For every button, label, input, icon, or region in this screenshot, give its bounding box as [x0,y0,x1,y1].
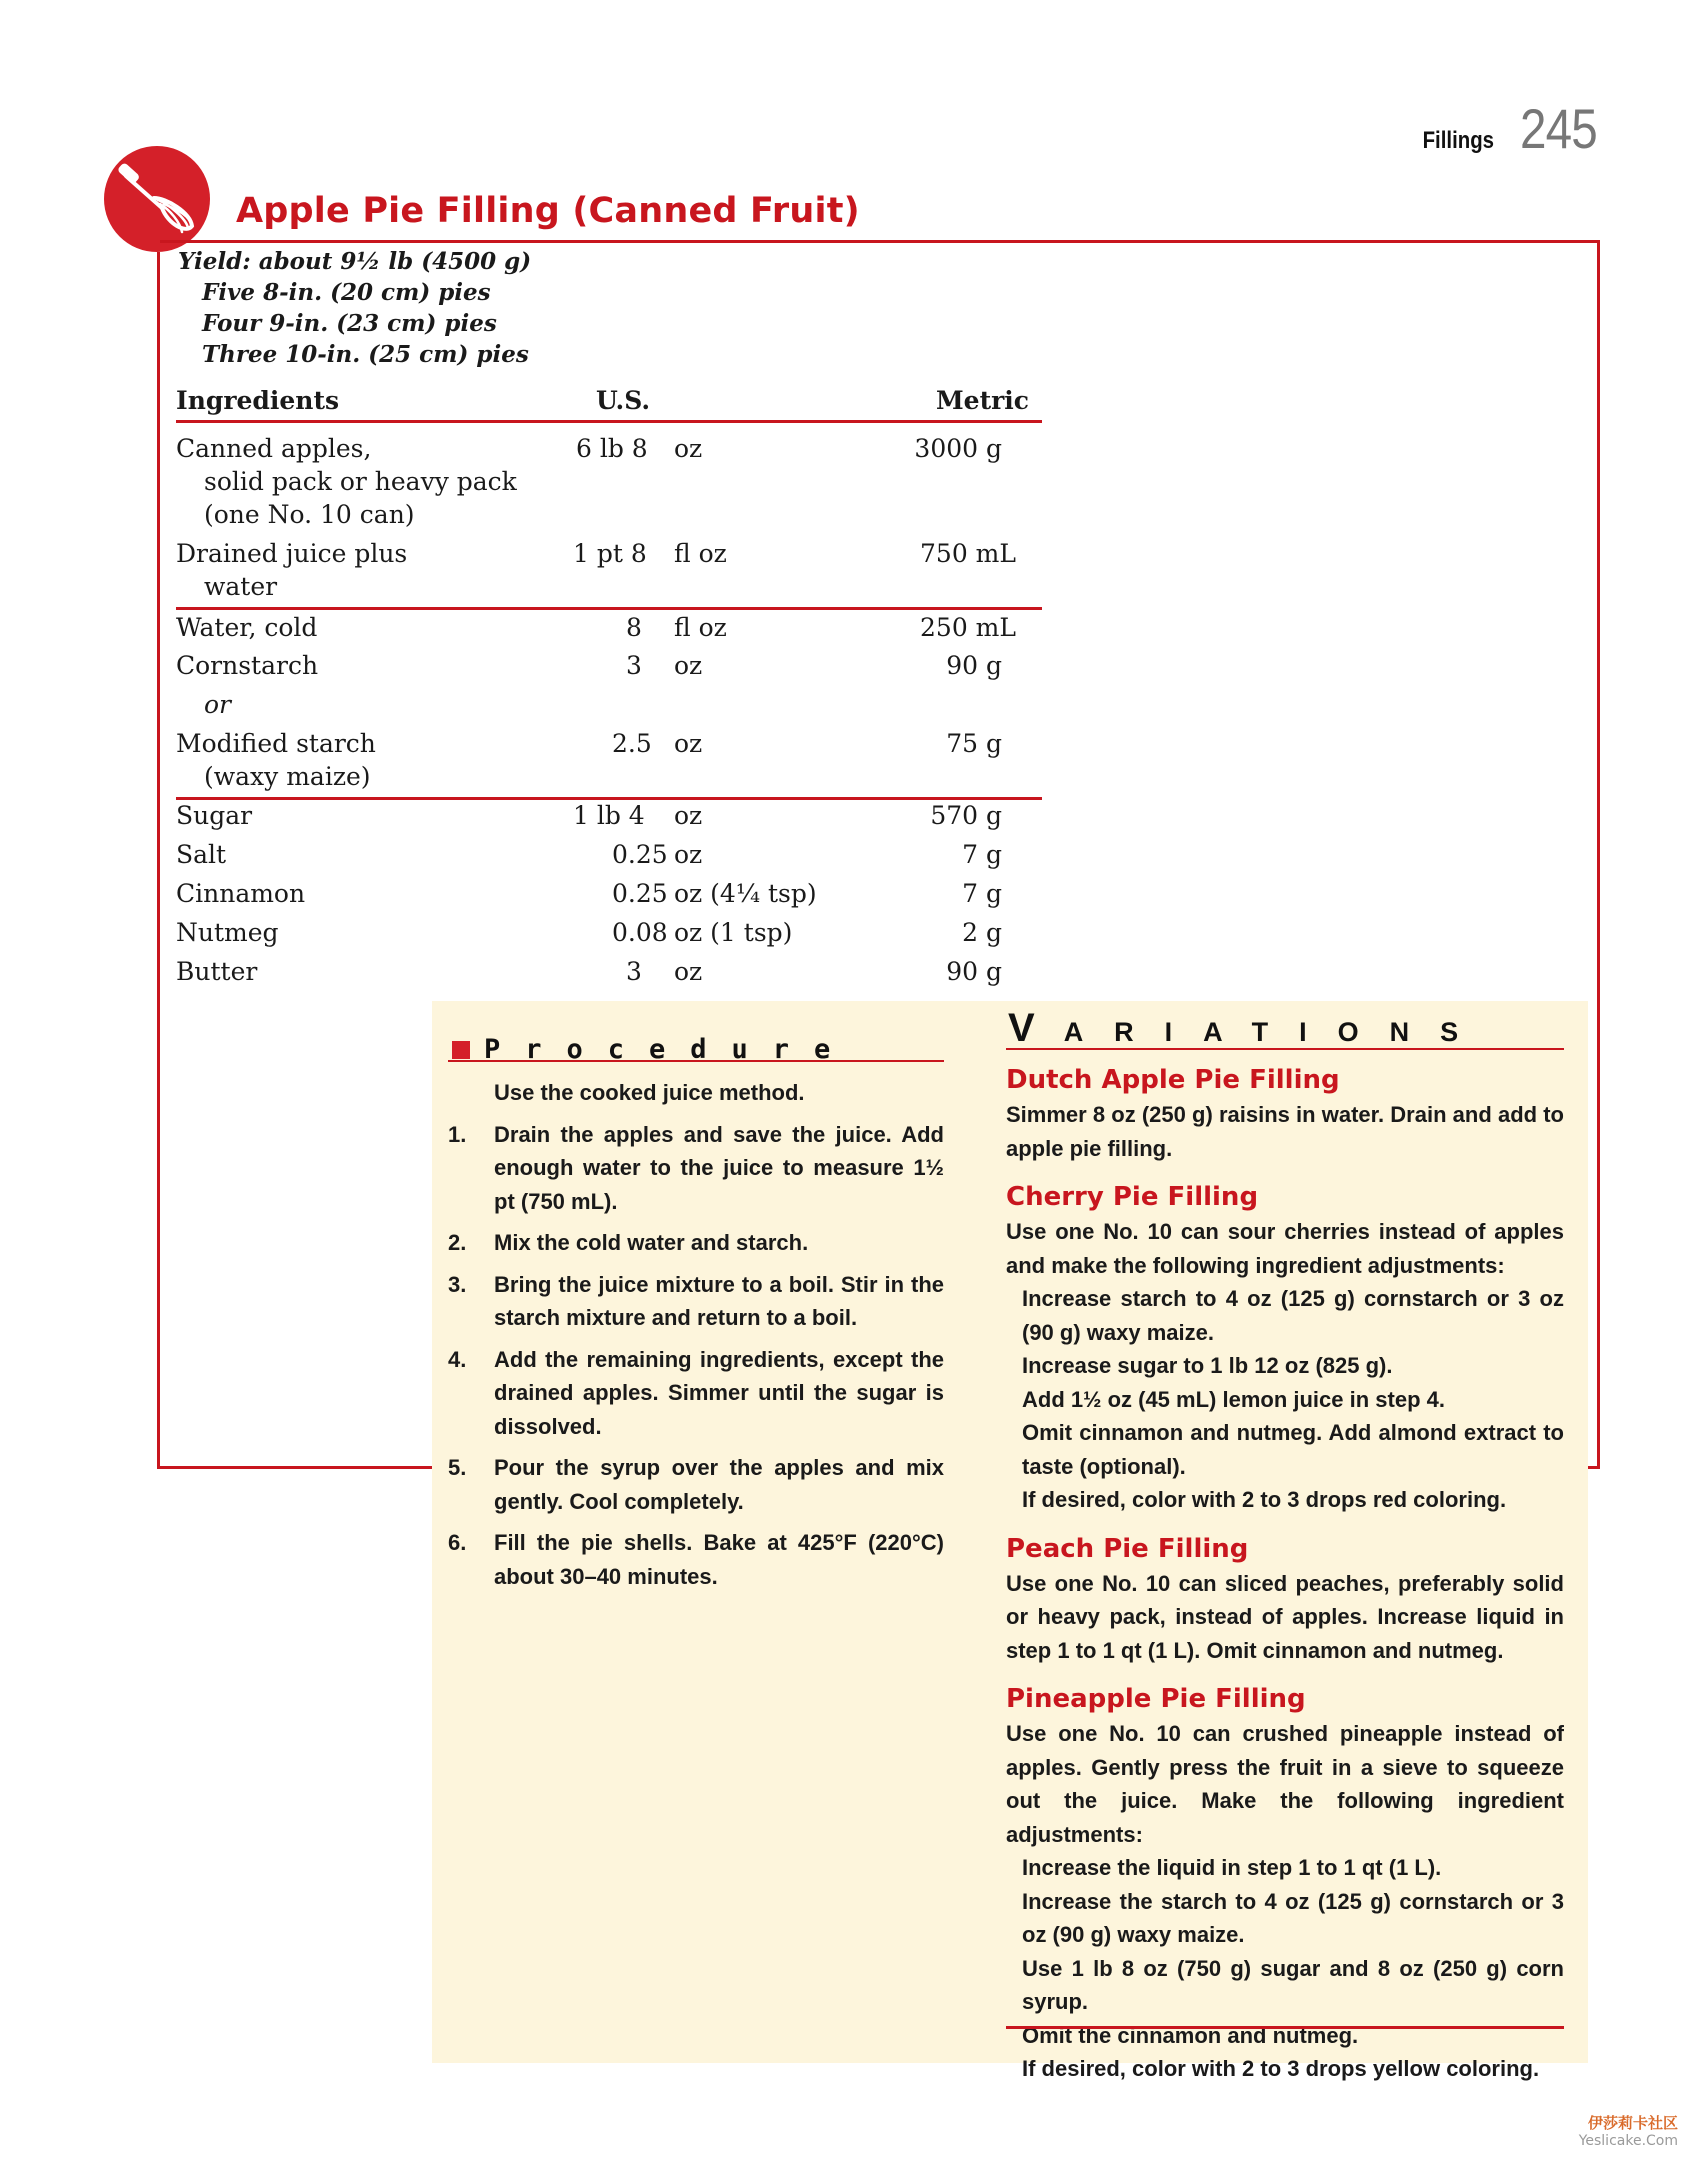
frame-top-rule [160,240,1599,243]
variation-adjustment: Increase the liquid in step 1 to 1 qt (1 L). [1022,1855,1442,1880]
ingredient-metric: 570 g [930,801,1002,830]
variation-adjustment: Add 1½ oz (45 mL) lemon juice in step 4. [1022,1386,1445,1412]
step-number: 2. [448,1230,467,1255]
ingredient-name: Cornstarch [176,651,319,680]
step-text: Add the remaining ingredients, except the drained apples. Simmer until the sugar is dissolved. [494,1346,944,1439]
procedure-title: Procedure [484,1034,856,1065]
page-header [1410,96,1610,161]
variation-adjustment: Omit the cinnamon and nutmeg. [1022,2022,1359,2048]
ingredient-name: Sugar [176,801,253,830]
procedure-step [448,1226,944,1260]
variations-bottom-rule [1006,2026,1564,2029]
procedure-step [448,1268,944,1335]
variation-adjustment: Use 1 lb 8 oz (750 g) sugar and 8 oz (250 g) corn syrup. [1022,1955,1564,2014]
ingredient-name: Modified starch (waxy maize) [176,729,376,791]
variation-title: Pineapple Pie Filling [1006,1684,1306,1714]
ingredient-metric: 90 g [946,957,1002,986]
variation-adjustment: Increase the starch to 4 oz (125 g) cornstarch or 3 oz (90 g) waxy maize. [1022,1888,1564,1947]
step-number: 3. [448,1271,467,1297]
variation-text: Use one No. 10 can crushed pineapple instead of apples. Gently press the fruit in a sieve to squeeze out the juice. Make the following ingredient adjustments: [1006,1721,1564,1847]
col-us: U.S. [596,386,651,415]
whisk-icon [104,146,210,252]
frame-right-rule [1597,240,1600,1469]
variation-title: Dutch Apple Pie Filling [1006,1065,1340,1095]
procedure-step [448,1451,944,1518]
yield-line: Four 9-in. (23 cm) pies [202,310,497,337]
ingredient-name: Water, cold [176,613,318,642]
variations-heading [1008,1006,1489,1051]
variation-adjustment: If desired, color with 2 to 3 drops yellow coloring. [1022,2056,1540,2081]
variation-adjustment: Omit cinnamon and nutmeg. Add almond extract to taste (optional). [1022,1420,1564,1479]
variations-list [1006,1062,1564,2086]
ingredient-alternative: or [204,690,232,719]
ingredient-name: Drained juice plus water [176,539,408,601]
frame-bottom-rule [157,1466,437,1469]
page-number: 245 [1519,97,1597,160]
variation-adjustment: Increase sugar to 1 lb 12 oz (825 g). [1022,1353,1393,1378]
watermark [1579,2112,1678,2149]
variations-title-rest: ARIATIONS [1063,1017,1490,1047]
recipe-title: Apple Pie Filling (Canned Fruit) [236,191,860,231]
frame-left-rule [157,252,160,1469]
ingredient-metric: 750 mL [920,539,1016,568]
whisk-logo [104,146,210,252]
variation-text: Use one No. 10 can sour cherries instead of apples and make the following ingredient adjustments: [1006,1219,1564,1278]
variation-adjustment: Increase starch to 4 oz (125 g) cornstarch or 3 oz (90 g) waxy maize. [1022,1286,1564,1345]
group-rule [176,607,1042,610]
step-text: Bring the juice mixture to a boil. Stir in the starch mixture and return to a boil. [494,1271,944,1330]
ingredient-metric: 7 g [962,840,1002,869]
step-text: Pour the syrup over the apples and mix gently. Cool completely. [494,1455,944,1514]
ingredient-metric: 7 g [962,879,1002,908]
step-text: Drain the apples and save the juice. Add enough water to the juice to measure 1½ pt (750 mL). [494,1121,944,1214]
step-text: Fill the pie shells. Bake at 425°F (220°C) about 30–40 minutes. [494,1530,944,1589]
step-number: 5. [448,1455,467,1480]
variation-text: Simmer 8 oz (250 g) raisins in water. Drain and add to apple pie filling. [1006,1102,1564,1161]
square-bullet-icon [452,1041,470,1059]
step-number: 4. [448,1346,467,1372]
recipe-yield [178,246,531,370]
variations-rule [1006,1048,1564,1050]
yield-total: Yield: about 9½ lb (4500 g) [178,248,532,275]
ingredient-name: Butter [176,957,258,986]
procedure-step [448,1118,944,1219]
ingredient-metric: 90 g [946,651,1002,680]
variation-title: Cherry Pie Filling [1006,1182,1259,1212]
ingredient-metric: 75 g [946,729,1002,758]
table-header-rule [176,420,1042,423]
variation-title: Peach Pie Filling [1006,1533,1249,1564]
procedure-body [448,1076,944,1593]
ingredient-name: Canned apples, solid pack or heavy pack (one No. 10 can) [176,434,517,529]
procedure-rule [448,1060,944,1062]
yield-line: Three 10-in. (25 cm) pies [202,341,529,368]
section-name: Fillings [1422,127,1494,154]
watermark-en: Yeslicake.Com [1578,2133,1678,2149]
step-text: Mix the cold water and starch. [494,1230,809,1255]
procedure-step [448,1526,944,1593]
ingredient-name: Cinnamon [176,879,306,908]
col-metric: Metric [936,386,1030,415]
ingredient-metric: 3000 g [914,434,1002,463]
ingredient-name: Salt [176,840,227,869]
col-ingredients: Ingredients [176,386,340,415]
ingredient-metric: 2 g [962,918,1002,947]
yield-line: Five 8-in. (20 cm) pies [202,279,491,306]
watermark-cn: 伊莎莉卡社区 [1587,2114,1678,2132]
procedure-intro: Use the cooked juice method. [494,1080,805,1105]
variation-adjustment: If desired, color with 2 to 3 drops red coloring. [1022,1487,1507,1512]
ingredient-metric: 250 mL [920,613,1016,642]
step-number: 6. [448,1530,467,1555]
step-number: 1. [448,1121,467,1147]
procedure-step [448,1343,944,1444]
variation-text: Use one No. 10 can sliced peaches, preferably solid or heavy pack, instead of apples. Increase liquid in step 1 to 1 qt (1 L). Omit cinnamon and nutmeg. [1006,1570,1564,1663]
variations-initial: V [1008,1006,1064,1050]
ingredient-name: Nutmeg [176,918,279,947]
